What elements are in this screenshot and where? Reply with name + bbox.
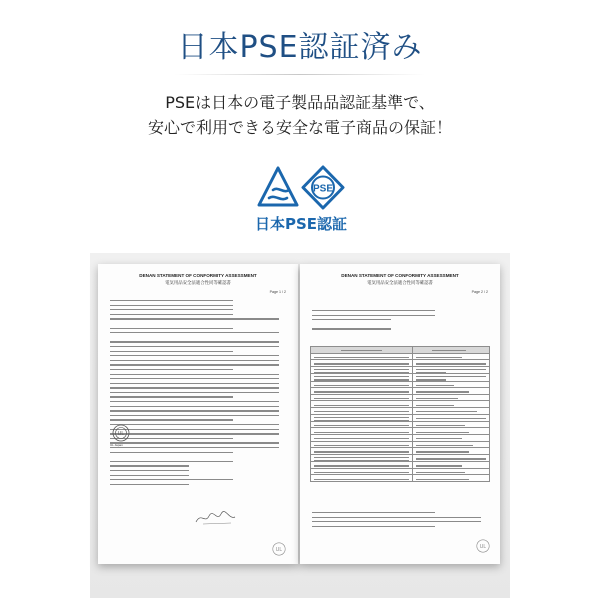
pse-logo <box>246 165 356 237</box>
svg-text:UL: UL <box>117 431 125 437</box>
tagline-line-2: 安心で利用できる安全な電子商品の保証！ <box>147 118 452 137</box>
ul-japan-label: UL Japan <box>110 443 123 447</box>
certificate-title: DENAN STATEMENT OF CONFORMITY ASSESSMENT <box>341 273 459 278</box>
certificate-page-1 <box>98 264 298 564</box>
signature-icon <box>193 510 238 526</box>
certificate-title: DENAN STATEMENT OF CONFORMITY ASSESSMENT <box>139 273 257 278</box>
svg-text:UL: UL <box>479 544 487 550</box>
certificate-header-text <box>312 310 488 333</box>
ul-seal-icon <box>272 542 286 556</box>
certificate-subtitle: 電気用品安全法適合性同等確認書 <box>367 281 433 286</box>
page-number: Page 2 / 2 <box>471 290 488 294</box>
pse-logo-text: 日本PSE認証 <box>254 215 348 233</box>
pse-mark-icon <box>256 165 346 210</box>
page-title: 日本PSE認証済み <box>177 30 423 65</box>
certificate-body-text <box>110 300 286 488</box>
tagline-line-1: PSEは日本の電子製品品認証基準で、 <box>165 93 435 112</box>
classification-table <box>310 346 490 482</box>
svg-text:UL: UL <box>275 547 283 553</box>
ul-seal-icon <box>476 539 490 553</box>
ul-japan-seal-icon <box>112 424 130 442</box>
certificate-notes <box>312 512 488 530</box>
page-number: Page 1 / 2 <box>269 290 286 294</box>
certificate-page-2 <box>300 264 500 564</box>
pse-mark-letters: PSE <box>312 183 334 195</box>
certificate-subtitle: 電気用品安全法適合性同等確認書 <box>165 281 231 286</box>
title-divider <box>175 74 425 75</box>
